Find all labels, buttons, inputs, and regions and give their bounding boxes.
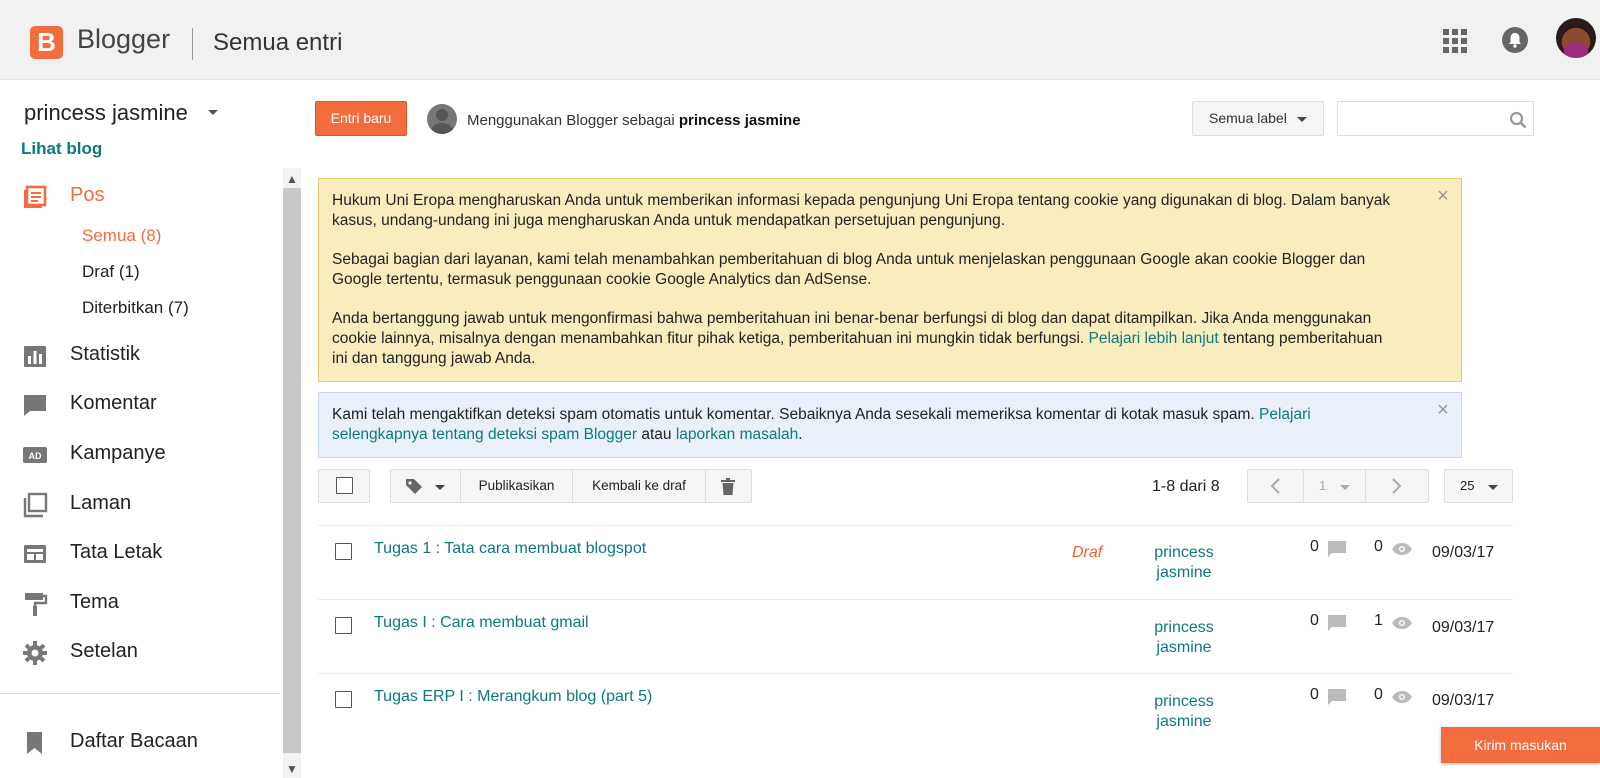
sidebar-item-label: Setelan [70,640,138,662]
publish-button[interactable]: Publikasikan [461,470,573,502]
label-filter-value: Semua label [1209,110,1287,126]
author-line: jasmine [1156,564,1212,581]
sidebar-item-pages[interactable] [0,484,280,524]
close-icon[interactable]: × [1437,185,1449,207]
table-row[interactable] [318,525,1513,599]
eu-cookie-notice [318,178,1462,382]
sidebar-item-settings[interactable] [0,632,280,672]
sidebar-item-label: Tata Letak [70,541,163,563]
post-author-link[interactable] [1144,692,1224,732]
view-count: 0 [1374,686,1383,703]
author-line: princess [1154,544,1214,561]
notice-paragraph [332,309,1392,369]
label-tag-icon [405,477,423,495]
chevron-right-icon [1390,478,1402,494]
learn-more-link[interactable]: Pelajari lebih lanjut [1088,330,1219,347]
close-icon[interactable]: × [1437,399,1449,421]
chevron-down-icon [1297,117,1307,122]
new-post-button[interactable]: Entri baru [315,101,407,136]
sidebar-item-label: Kampanye [70,442,166,464]
notice-paragraph: Sebagai bagian dari layanan, kami telah menambahkan pemberitahuan di blog Anda untuk menjelaskan penggunaan Google akan cookie Blogger dan Google tertentu, termasuk penggunaan cookie Google Analytics dan AdSense. [332,251,1366,288]
chevron-down-icon [1488,485,1498,490]
pagination-control [1247,469,1429,503]
sidebar-item-label: Statistik [70,343,141,365]
sidebar-subitem-all[interactable]: Semua (8) [82,226,162,245]
post-date: 09/03/17 [1432,619,1495,636]
stats-icon [22,343,48,369]
sidebar-item-campaign[interactable] [0,434,280,474]
sidebar-subitem-draft[interactable]: Draf (1) [82,262,140,281]
search-field [1337,101,1534,136]
scroll-up-arrow-icon[interactable]: ▲ [286,172,298,186]
report-problem-link[interactable]: laporkan masalah [675,426,799,443]
bookmark-icon [22,730,48,756]
page-select[interactable] [1304,470,1366,502]
apps-grid-icon[interactable] [1443,29,1467,53]
page-title: Semua entri [213,29,343,56]
next-page-button[interactable] [1366,470,1428,502]
posts-icon [22,184,48,210]
row-checkbox[interactable] [335,543,352,560]
comment-icon [1328,689,1346,705]
delete-button[interactable] [706,470,751,502]
settings-icon [22,640,48,666]
view-count: 1 [1374,612,1383,629]
view-count: 0 [1374,538,1383,555]
comment-icon [1328,615,1346,631]
spam-learn-more-link[interactable]: Pelajari selengkapnya tentang deteksi spam Blogger [332,406,1311,443]
account-avatar[interactable] [1556,18,1596,58]
sidebar-item-layout[interactable] [0,533,280,573]
view-blog-link[interactable]: Lihat blog [21,139,103,158]
author-line: princess [1154,693,1214,710]
using-name: princess jasmine [678,112,801,129]
post-title-link[interactable]: Tugas I : Cara membuat gmail [374,614,589,631]
pages-icon [22,492,48,518]
sidebar-divider [0,693,280,694]
notifications-icon[interactable] [1502,27,1528,53]
pagination-count: 1-8 dari 8 [1152,478,1220,495]
post-author-link[interactable] [1144,543,1224,583]
brand-name[interactable]: Blogger [77,24,171,54]
post-date: 09/03/17 [1432,544,1495,561]
post-title-link[interactable]: Tugas ERP I : Merangkum blog (part 5) [374,688,653,705]
notice-text-part: tentang pemberitahuan ini dan tanggung jawab Anda. [332,330,1383,367]
send-feedback-button[interactable]: Kirim masukan [1441,727,1600,763]
author-line: princess [1154,619,1214,636]
eye-icon [1392,617,1412,629]
sidebar-subitem-published[interactable]: Diterbitkan (7) [82,298,189,317]
comment-icon [22,392,48,418]
per-page-select[interactable] [1444,469,1513,503]
search-icon[interactable] [1509,111,1527,129]
sidebar [0,80,300,778]
comment-count[interactable]: 0 [1310,686,1319,703]
author-line: jasmine [1156,713,1212,730]
sidebar-scrollbar-thumb[interactable] [283,188,301,753]
sidebar-item-label: Daftar Bacaan [70,730,198,752]
row-checkbox[interactable] [335,617,352,634]
sidebar-item-label: Pos [70,184,105,206]
sidebar-item-label: Tema [70,591,119,613]
eye-icon [1392,691,1412,703]
chevron-down-icon [435,485,445,490]
layout-icon [22,541,48,567]
trash-icon [721,478,735,495]
comment-count[interactable]: 0 [1310,612,1319,629]
table-row[interactable] [318,673,1513,747]
header-divider [192,28,193,60]
sidebar-item-theme[interactable] [0,583,280,623]
eye-icon [1392,543,1412,555]
blog-selector[interactable]: princess jasmine [24,100,188,125]
post-status: Draf [1072,544,1103,561]
spam-detection-notice [318,392,1462,458]
per-page-value: 25 [1460,478,1475,493]
comment-icon [1328,541,1346,557]
sidebar-item-label: Komentar [70,392,157,414]
row-checkbox[interactable] [335,691,352,708]
notice-text-part: atau [641,426,672,443]
label-menu-button[interactable] [391,470,461,502]
user-avatar [427,104,457,134]
campaign-icon [22,442,48,468]
using-as-text [467,112,801,129]
select-all-button[interactable] [318,469,370,503]
chevron-left-icon [1270,478,1282,494]
post-title-link[interactable]: Tugas 1 : Tata cara membuat blogspot [374,540,647,557]
author-line: jasmine [1156,639,1212,656]
bulk-actions-group [390,469,752,503]
notice-text-part: . [798,426,803,443]
chevron-down-icon [1340,485,1350,490]
using-prefix: Menggunakan Blogger sebagai [467,112,675,129]
sidebar-item-stats[interactable] [0,335,280,375]
blogger-logo-icon[interactable]: B [30,26,63,59]
scroll-down-arrow-icon[interactable]: ▼ [286,762,298,776]
notice-text-part: Anda bertanggung jawab untuk mengonfirmasi bahwa pemberitahuan ini benar-benar berfungsi di blog dan dapat ditampilkan. Jika Anda menggunakan cookie lainnya, misalnya dengan menambahkan fitur pihak ketiga, pemberitahuan ini mungkin tidak berfungsi. [332,310,1372,347]
sidebar-item-reading-list[interactable] [0,722,280,762]
page-number: 1 [1319,478,1327,493]
sidebar-item-posts[interactable] [0,176,280,216]
notice-paragraph: Hukum Uni Eropa mengharuskan Anda untuk memberikan informasi kepada pengunjung Uni Eropa tentang cookie yang digunakan di blog. Dalam banyak kasus, undang-undang ini juga mengharuskan Anda untuk mendapatkan persetujuan pengunjung. [332,192,1391,229]
sidebar-item-comments[interactable] [0,384,280,424]
chevron-down-icon[interactable] [208,110,218,115]
notice-text-part: Kami telah mengaktifkan deteksi spam otomatis untuk komentar. Sebaiknya Anda sesekali memeriksa komentar di kotak masuk spam. [332,406,1255,423]
theme-icon [22,591,48,617]
post-author-link[interactable] [1144,618,1224,658]
comment-count[interactable]: 0 [1310,538,1319,555]
select-all-checkbox[interactable] [336,477,353,494]
table-row[interactable] [318,599,1513,673]
search-input[interactable] [1342,105,1502,132]
label-filter-select[interactable] [1192,101,1324,136]
sidebar-item-label: Laman [70,492,132,514]
notice-paragraph [332,405,1392,445]
svg-text:AD: AD [28,451,42,461]
app-header [0,0,1600,80]
previous-page-button[interactable] [1248,470,1304,502]
revert-to-draft-button[interactable]: Kembali ke draf [573,470,706,502]
post-date: 09/03/17 [1432,692,1495,709]
